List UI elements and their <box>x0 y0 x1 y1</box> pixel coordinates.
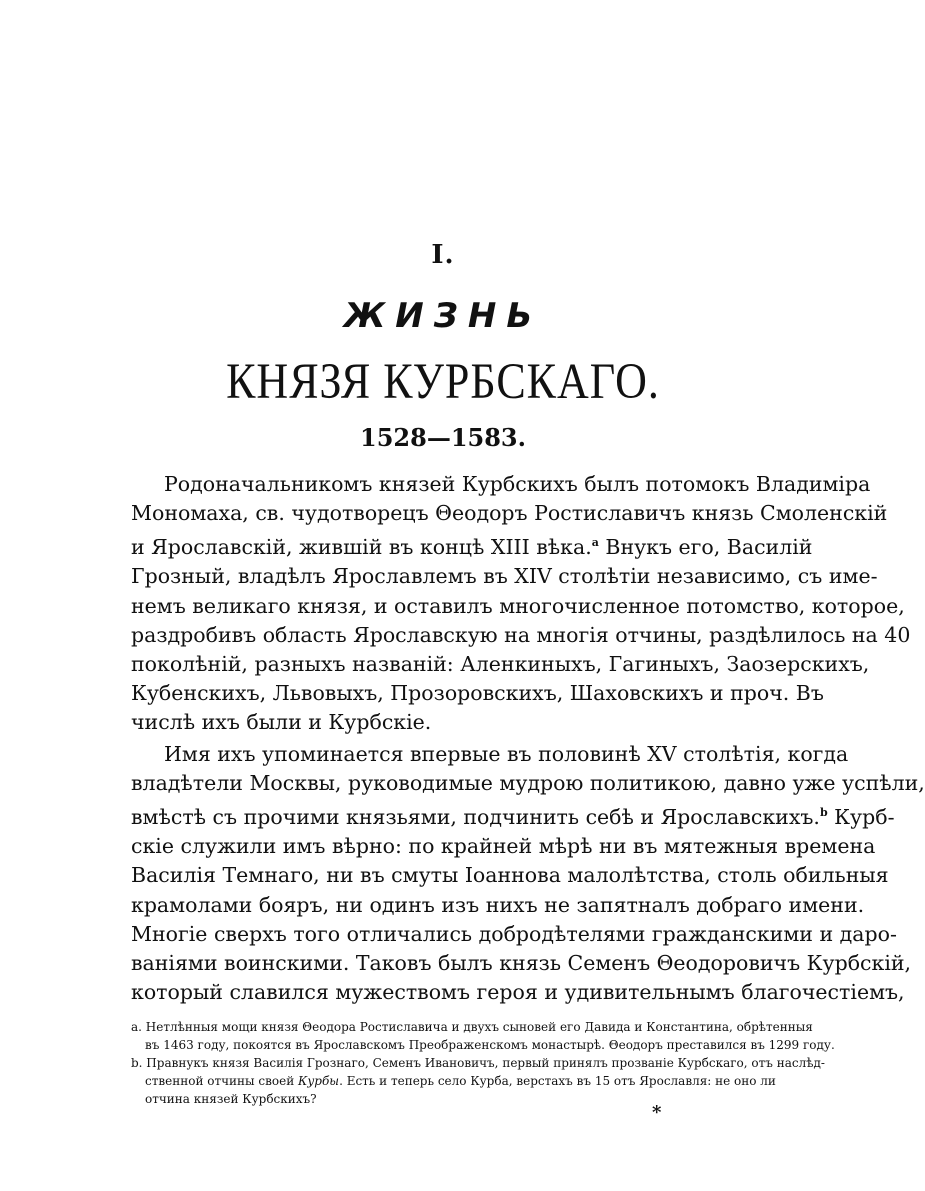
paragraph-2 <box>131 740 925 1008</box>
text-line: и Ярославскій, жившій въ концѣ XIII вѣка.$^a$ Внукъ его, Василій <box>131 535 813 560</box>
text-line: Василія Темнаго, ни въ смуты Іоаннова малолѣтства, столь обильныя <box>131 863 889 888</box>
chapter-number: I. <box>431 240 455 270</box>
footnote-a-line: a. Нетлѣнныя мощи князя Θеодора Ростиславича и двухъ сыновей его Давида и Константина, обрѣтенныя <box>131 1020 813 1034</box>
text-line: Мономаха, св. чудотворецъ Θеодоръ Ростиславичъ князь Смоленскій <box>131 501 888 526</box>
chapter-dates: 1528—1583. <box>360 423 526 452</box>
paragraph-1 <box>131 470 911 738</box>
text-line: немъ великаго князя, и оставилъ многочисленное потомство, которое, <box>131 593 905 618</box>
text-line: крамолами бояръ, ни одинъ изъ нихъ не запятналъ добраго имени. <box>131 892 865 917</box>
footnote-a-line: въ 1463 году, покоятся въ Ярославскомъ Преображенскомъ монастырѣ. Θеодоръ преставился въ 1299 году. <box>145 1038 835 1052</box>
text-line: Родоначальникомъ князей Курбскихъ былъ потомокъ Владиміра <box>164 472 871 496</box>
text-line: скіе служили имъ вѣрно: по крайней мѣрѣ ни въ мятежныя времена <box>131 834 876 859</box>
text-line: Многіе сверхъ того отличались добродѣтелями гражданскими и даро- <box>131 921 897 946</box>
text-line: поколѣній, разныхъ названій: Аленкиныхъ, Гагиныхъ, Заозерскихъ, <box>131 652 870 677</box>
text-line: ваніями воинскими. Таковъ былъ князь Семенъ Θеодоровичъ Курбскій, <box>131 950 912 975</box>
text-line: вмѣстѣ съ прочими князьями, подчинить себѣ и Ярославскихъ.$^b$ Курб- <box>131 804 895 829</box>
text-line: который славился мужествомъ героя и удивительнымъ благочестіемъ, <box>131 980 905 1005</box>
footnote-b-line: b. Правнукъ князя Василія Грознаго, Семенъ Ивановичъ, первый принялъ прозваніе Курбскаго, отъ наслѣд- <box>131 1056 825 1070</box>
footnote-marker-b: b <box>819 806 828 820</box>
text-line: владѣтели Москвы, руководимые мудрою политикою, давно уже успѣли, <box>131 770 925 795</box>
body-text <box>131 470 925 1009</box>
text-line: Грозный, владѣлъ Ярославлемъ въ XIV столѣтіи независимо, съ име- <box>131 564 878 589</box>
text-line: раздробивъ область Ярославскую на многія отчины, раздѣлилось на 40 <box>131 622 911 647</box>
footnote-italic: Курбы <box>298 1074 340 1088</box>
footnotes <box>131 1018 835 1108</box>
text-line: Кубенскихъ, Львовыхъ, Прозоровскихъ, Шаховскихъ и проч. Въ <box>131 681 824 706</box>
text-line: Имя ихъ упоминается впервые въ половинѣ XV столѣтія, когда <box>164 741 849 766</box>
footnote-b-line: отчина князей Курбскихъ? <box>145 1092 317 1106</box>
footnote-b-line: ственной отчины своей Курбы. Есть и теперь село Курба, верстахъ въ 15 отъ Ярославля: не оно ли <box>145 1074 776 1088</box>
footnote-marker-a: a <box>591 536 599 550</box>
text-line: числѣ ихъ были и Курбскіе. <box>131 710 432 735</box>
chapter-title-line1: ЖИЗНЬ <box>343 296 543 336</box>
chapter-title-line2: КНЯЗЯ КУРБСКАГО. <box>226 353 660 410</box>
signature-mark: * <box>652 1102 662 1123</box>
